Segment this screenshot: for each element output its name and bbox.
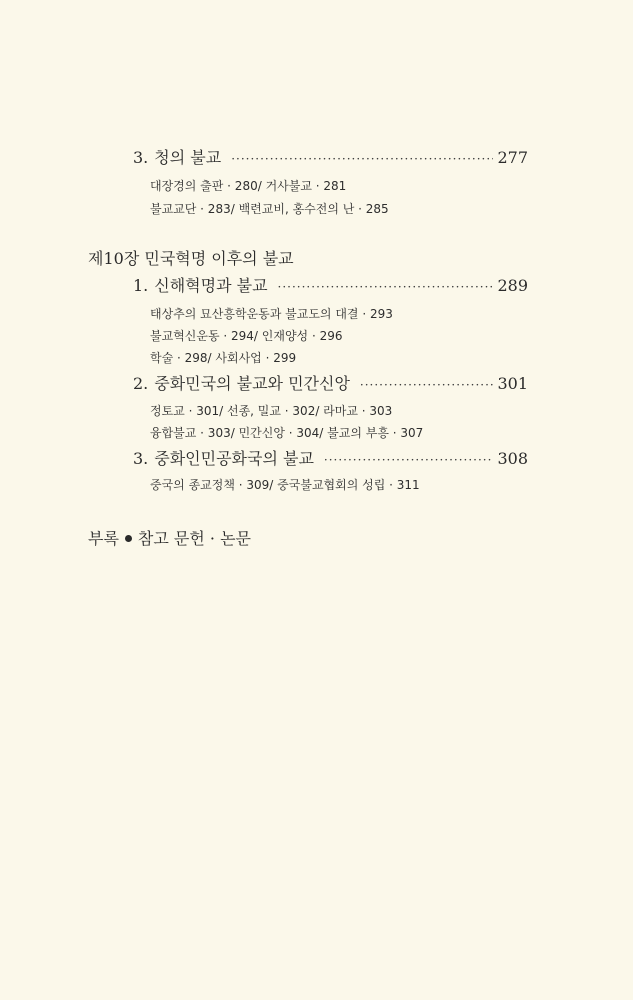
dot-leader: [360, 378, 494, 392]
toc-subentry: 융합불교 · 303/ 민간신앙 · 304/ 불교의 부흥 · 307: [150, 426, 424, 440]
toc-subentry: 불교교단 · 283/ 백련교비, 홍수전의 난 · 285: [150, 202, 389, 216]
dot-leader: [231, 152, 493, 166]
toc-entry-xinhai: [133, 273, 528, 296]
section-title: 신해혁명과 불교: [154, 276, 268, 295]
toc-entry-qing: [133, 145, 528, 168]
toc-subentry: 대장경의 출판 · 280/ 거사불교 · 281: [150, 179, 347, 193]
toc-entry-roc: [133, 371, 528, 394]
page-number: 289: [497, 276, 528, 295]
toc-subentry: 학술 · 298/ 사회사업 · 299: [150, 351, 297, 365]
appendix-heading: [88, 526, 251, 549]
toc-subentry: 태상추의 묘산흥학운동과 불교도의 대결 · 293: [150, 307, 393, 321]
page-number: 301: [497, 374, 528, 393]
appendix-label: 부록: [88, 529, 119, 548]
toc-subentry: 불교혁신운동 · 294/ 인재양성 · 296: [150, 329, 343, 343]
bullet-icon: [125, 535, 132, 542]
section-number: 3.: [133, 148, 149, 167]
toc-subentry: 정토교 · 301/ 선종, 밀교 · 302/ 라마교 · 303: [150, 404, 393, 418]
section-title: 중화민국의 불교와 민간신앙: [154, 374, 350, 393]
chapter-heading: 제10장 민국혁명 이후의 불교: [88, 249, 294, 268]
dot-leader: [324, 453, 494, 467]
page-number: 308: [497, 449, 528, 468]
section-title: 청의 불교: [154, 148, 222, 167]
section-number: 2.: [133, 374, 149, 393]
toc-entry-prc: [133, 446, 528, 469]
section-number: 1.: [133, 276, 149, 295]
section-title: 중화인민공화국의 불교: [154, 449, 314, 468]
page-number: 277: [497, 148, 528, 167]
section-number: 3.: [133, 449, 149, 468]
appendix-title: 참고 문헌 · 논문: [137, 529, 252, 548]
dot-leader: [278, 280, 494, 294]
toc-subentry: 중국의 종교정책 · 309/ 중국불교협회의 성립 · 311: [150, 478, 420, 492]
